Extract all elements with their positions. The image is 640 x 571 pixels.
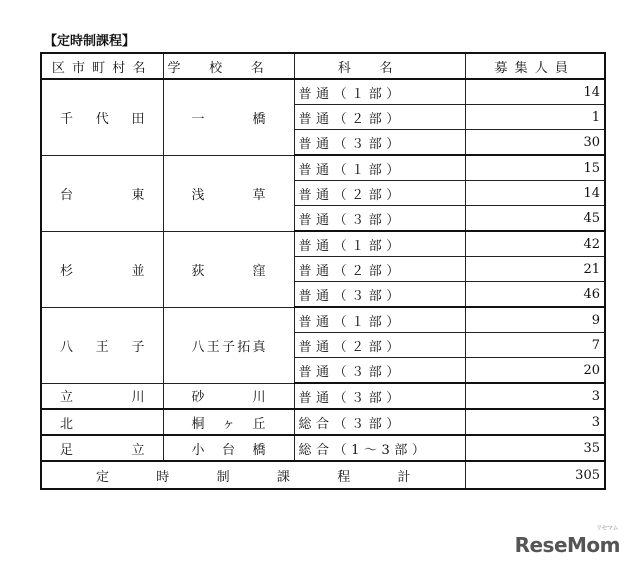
logo-sub-text: リセマム xyxy=(596,525,618,532)
district-cell: 足 立 xyxy=(41,435,163,461)
capacity-cell: 45 xyxy=(465,206,605,232)
table-row xyxy=(41,435,605,461)
course-cell: 普通（２部） xyxy=(294,181,465,206)
capacity-cell: 3 xyxy=(465,409,605,435)
recruitment-table xyxy=(40,52,606,490)
school-cell: 小 台 橋 xyxy=(163,435,294,461)
table-row xyxy=(41,409,605,435)
table-row xyxy=(41,231,605,257)
header-district: 区市町村名 xyxy=(41,53,163,79)
table-header-row xyxy=(41,53,605,79)
school-cell: 八 王 子 拓 真 xyxy=(163,307,294,383)
course-cell: 普通（２部） xyxy=(294,105,465,130)
capacity-cell: 9 xyxy=(465,307,605,333)
capacity-cell: 20 xyxy=(465,358,605,384)
course-cell: 普通（１部） xyxy=(294,307,465,333)
capacity-cell: 15 xyxy=(465,155,605,181)
school-cell: 砂 川 xyxy=(163,383,294,409)
total-capacity: 305 xyxy=(465,461,605,489)
district-cell: 千 代 田 xyxy=(41,79,163,155)
course-cell: 普通（２部） xyxy=(294,257,465,282)
school-cell: 桐 ヶ 丘 xyxy=(163,409,294,435)
district-cell: 杉 並 xyxy=(41,231,163,307)
table-body xyxy=(41,79,605,489)
capacity-cell: 35 xyxy=(465,435,605,461)
course-cell: 普通（３部） xyxy=(294,206,465,232)
school-cell: 荻 窪 xyxy=(163,231,294,307)
capacity-cell: 14 xyxy=(465,181,605,206)
header-school: 学校名 xyxy=(163,53,294,79)
district-cell: 台 東 xyxy=(41,155,163,231)
district-cell: 北 xyxy=(41,409,163,435)
capacity-cell: 14 xyxy=(465,79,605,105)
capacity-cell: 1 xyxy=(465,105,605,130)
course-cell: 総合（３部） xyxy=(294,409,465,435)
capacity-cell: 3 xyxy=(465,383,605,409)
course-cell: 普通（２部） xyxy=(294,333,465,358)
course-cell: 総合（1～3部） xyxy=(294,435,465,461)
course-cell: 普通（３部） xyxy=(294,383,465,409)
table-row xyxy=(41,155,605,181)
district-cell: 立 川 xyxy=(41,383,163,409)
course-cell: 普通（１部） xyxy=(294,79,465,105)
course-cell: 普通（３部） xyxy=(294,358,465,384)
school-cell: 一 橋 xyxy=(163,79,294,155)
capacity-cell: 21 xyxy=(465,257,605,282)
capacity-cell: 30 xyxy=(465,130,605,156)
table-row xyxy=(41,383,605,409)
course-cell: 普通（３部） xyxy=(294,282,465,308)
course-cell: 普通（３部） xyxy=(294,130,465,156)
course-cell: 普通（１部） xyxy=(294,231,465,257)
section-title: 【定時制課程】 xyxy=(44,34,136,49)
course-cell: 普通（１部） xyxy=(294,155,465,181)
school-cell: 浅 草 xyxy=(163,155,294,231)
resemom-logo xyxy=(514,525,620,557)
header-course: 科名 xyxy=(294,53,465,79)
capacity-cell: 42 xyxy=(465,231,605,257)
capacity-cell: 46 xyxy=(465,282,605,308)
total-row xyxy=(41,461,605,489)
logo-text: ReseMom xyxy=(514,533,620,557)
table-row xyxy=(41,79,605,105)
district-cell: 八 王 子 xyxy=(41,307,163,383)
table-row xyxy=(41,307,605,333)
total-label: 定 時 制 課 程 計 xyxy=(41,461,465,489)
capacity-cell: 7 xyxy=(465,333,605,358)
header-capacity: 募集人員 xyxy=(465,53,605,79)
